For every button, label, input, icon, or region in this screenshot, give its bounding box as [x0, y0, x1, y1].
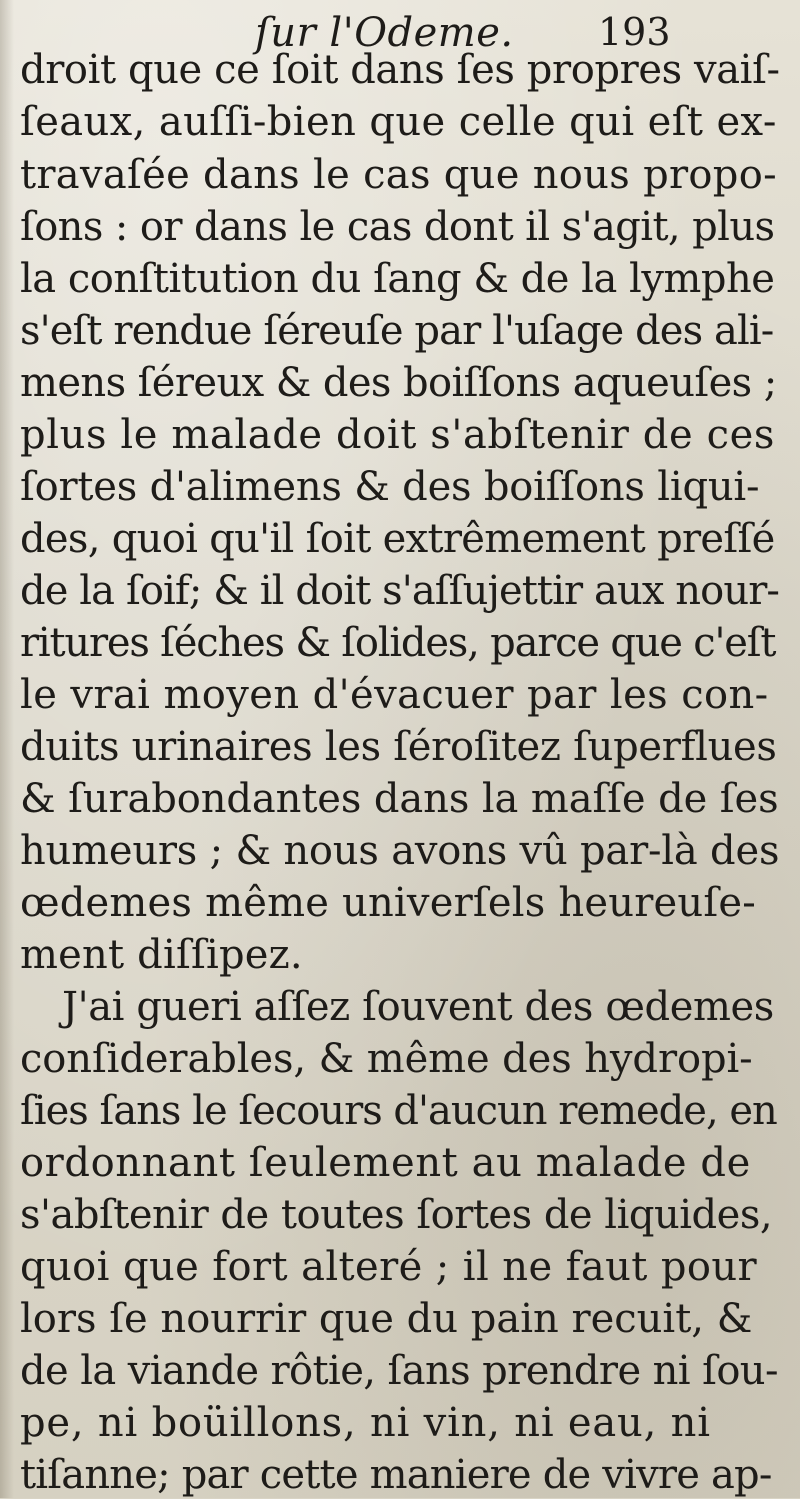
- text-line: ritures ſéches & ſolides, parce que c'eſt: [20, 620, 776, 666]
- text-line: s'abſtenir de toutes ſortes de liquides,: [20, 1192, 773, 1238]
- text-line: plus le malade doit s'abſtenir de ces: [20, 412, 775, 458]
- page-number: 193: [598, 10, 671, 54]
- text-line: ſons : or dans le cas dont il s'agit, plus: [20, 204, 775, 250]
- text-line: ſies ſans le ſecours d'aucun remede, en: [20, 1088, 777, 1134]
- text-line: s'eſt rendue ſéreuſe par l'uſage des ali-: [20, 308, 774, 354]
- text-line: de la ſoif; & il doit s'aſſujettir aux nour-: [20, 568, 780, 614]
- text-line: des, quoi qu'il ſoit extrêmement preſſé: [20, 516, 775, 562]
- text-line: J'ai gueri aſſez ſouvent des œdemes: [62, 984, 774, 1030]
- text-line: & ſurabondantes dans la maſſe de ſes: [20, 776, 779, 822]
- text-line: ſeaux, auſſi-bien que celle qui eſt ex-: [20, 99, 777, 145]
- text-line: le vrai moyen d'évacuer par les con-: [20, 672, 769, 718]
- text-line: duits urinaires les ſéroſitez ſuperflues: [20, 724, 777, 770]
- text-line: conſiderables, & même des hydropi-: [20, 1036, 753, 1082]
- text-line: ment diſſipez.: [20, 932, 303, 978]
- text-line: travaſée dans le cas que nous propo-: [20, 152, 777, 198]
- text-line: ordonnant ſeulement au malade de: [20, 1140, 751, 1186]
- text-line: la conſtitution du ſang & de la lymphe: [20, 256, 775, 302]
- running-title: ſur l'Odeme.: [255, 10, 514, 56]
- text-line: pe, ni boüillons, ni vin, ni eau, ni: [20, 1400, 711, 1446]
- text-line: mens ſéreux & des boiſſons aqueuſes ;: [20, 360, 777, 406]
- text-line: œdemes même univerſels heureuſe-: [20, 880, 756, 926]
- text-line: lors ſe nourrir que du pain recuit, &: [20, 1296, 753, 1342]
- text-line: quoi que fort alteré ; il ne faut pour: [20, 1244, 758, 1290]
- text-line: ſortes d'alimens & des boiſſons liqui-: [20, 464, 760, 510]
- text-line: humeurs ; & nous avons vû par-là des: [20, 828, 780, 874]
- text-line: tiſanne; par cette maniere de vivre ap-: [20, 1452, 772, 1498]
- text-line: de la viande rôtie, ſans prendre ni ſou-: [20, 1348, 778, 1394]
- text-line: droit que ce ſoit dans ſes propres vaiſ-: [20, 47, 780, 93]
